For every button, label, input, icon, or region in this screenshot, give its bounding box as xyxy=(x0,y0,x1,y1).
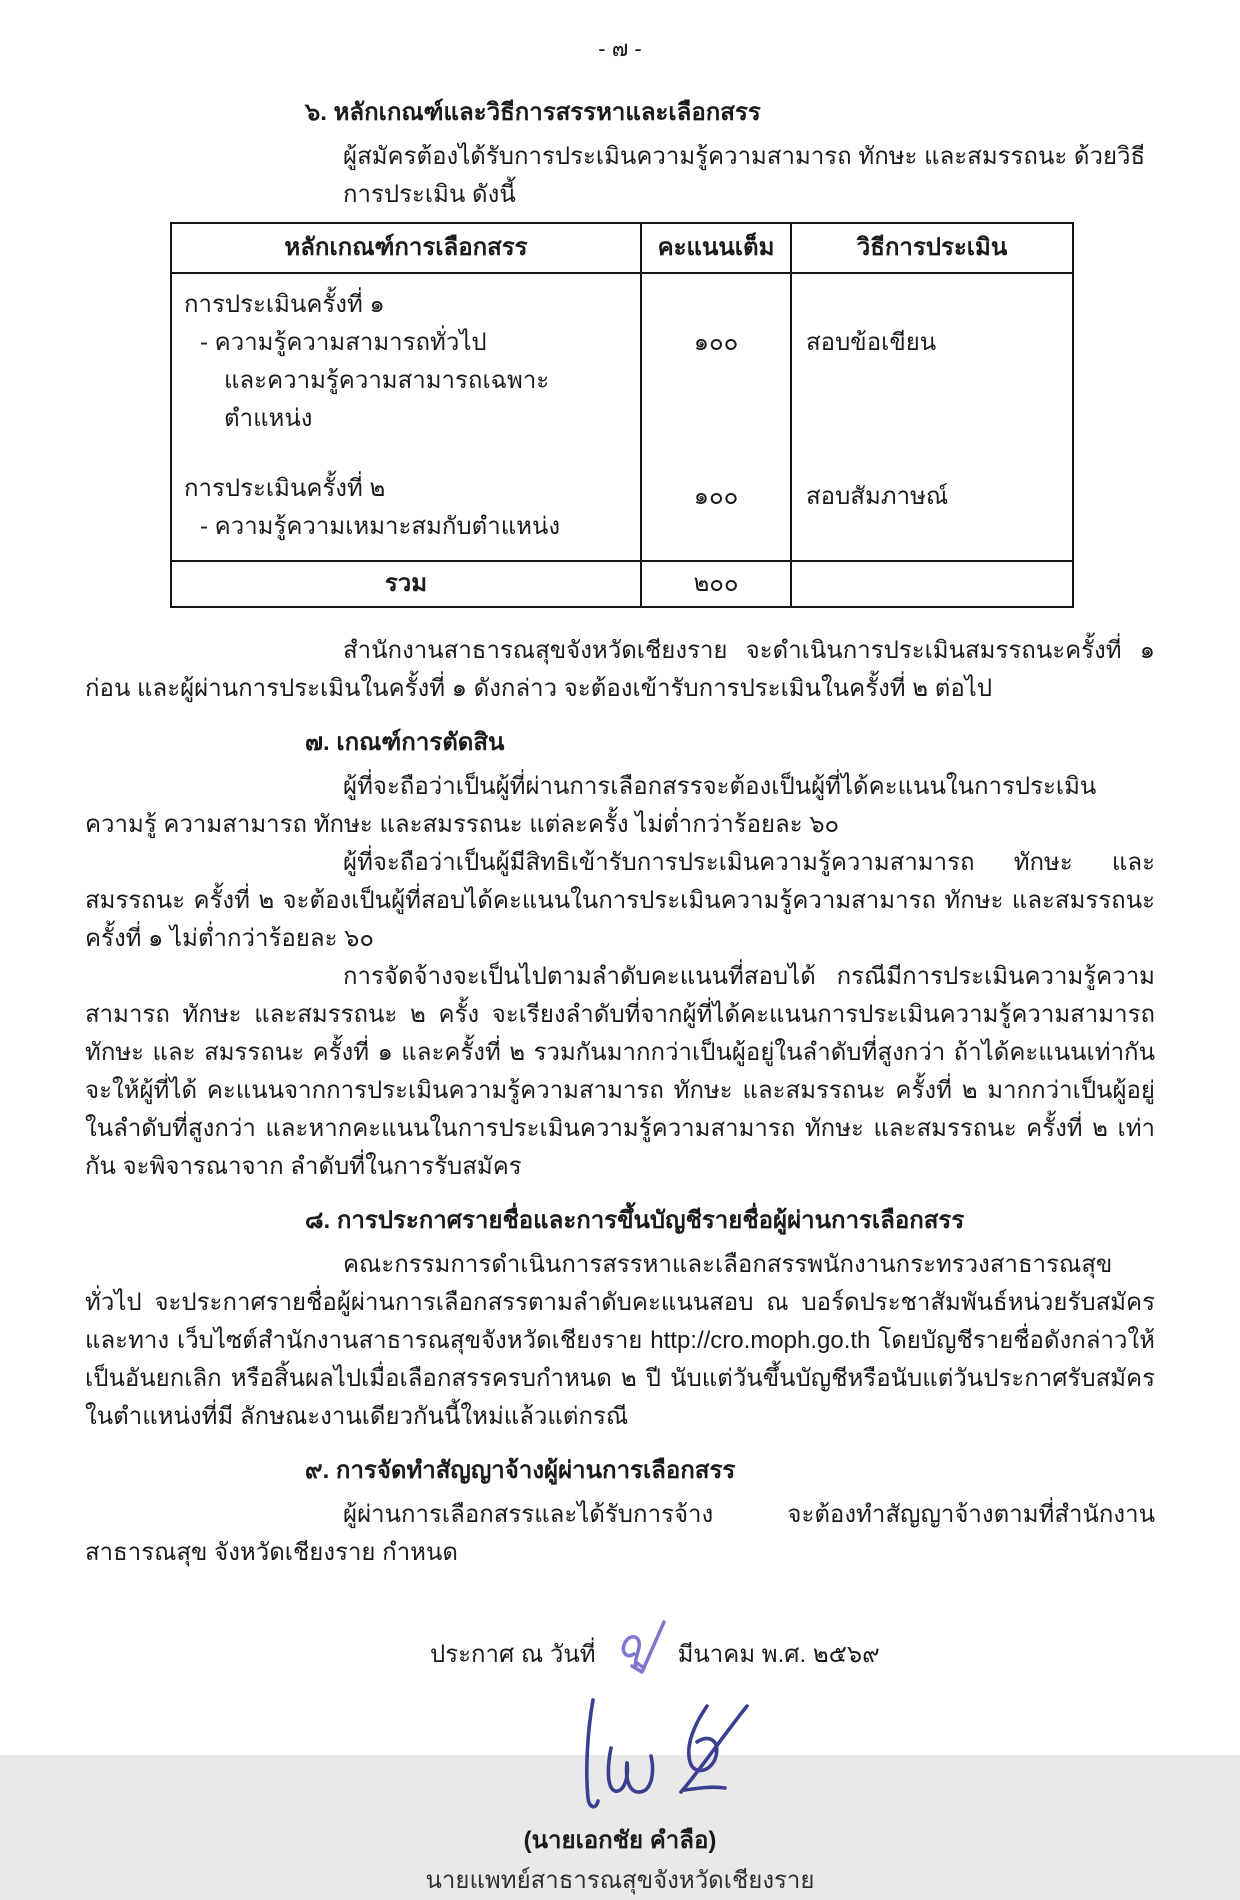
handwritten-date-mark xyxy=(610,1614,668,1688)
header-method: วิธีการประเมิน xyxy=(791,223,1073,273)
paragraph: ผู้ที่จะถือว่าเป็นผู้ที่ผ่านการเลือกสรรจะต้องเป็นผู้ที่ได้คะแนนในการประเมินความรู้ ความสามารถ ทักษะ และสมรรถนะ แต่ละครั้ง ไม่ต่ำกว่าร้อยละ ๖๐ xyxy=(85,773,1097,838)
total-label-cell: รวม xyxy=(171,561,641,607)
method-cell: สอบสัมภาษณ์ xyxy=(791,458,1073,561)
criteria-table xyxy=(170,222,1074,608)
date-suffix: มีนาคม พ.ศ. ๒๕๖๙ xyxy=(677,1641,880,1668)
total-score-cell: ๒๐๐ xyxy=(641,561,791,607)
section-7-heading: ๗. เกณฑ์การตัดสิน xyxy=(305,729,505,756)
header-max-score: คะแนนเต็ม xyxy=(641,223,791,273)
section-9-heading: ๙. การจัดทำสัญญาจ้างผู้ผ่านการเลือกสรร xyxy=(305,1457,736,1484)
section-6-intro: ผู้สมัครต้องได้รับการประเมินความรู้ความสามารถ ทักษะ และสมรรถนะ ด้วยวิธีการประเมิน ดังนี้ xyxy=(343,143,1146,208)
criteria-cell xyxy=(171,273,641,458)
criteria-cell xyxy=(171,458,641,561)
note-after-table: สำนักงานสาธารณสุขจังหวัดเชียงราย จะดำเนินการประเมินสมรรถนะครั้งที่ ๑ ก่อน และผู้ผ่านการประเมินในครั้งที่ ๑ ดังกล่าว จะต้องเข้ารับการประเมินในครั้งที่ ๒ ต่อไป xyxy=(85,637,1155,702)
criteria-line: และความรู้ความสามารถเฉพาะตำแหน่ง xyxy=(224,367,550,432)
method-cell: สอบข้อเขียน xyxy=(791,273,1073,458)
section-6-heading: ๖. หลักเกณฑ์และวิธีการสรรหาและเลือกสรร xyxy=(305,99,761,126)
paragraph: การจัดจ้างจะเป็นไปตามลำดับคะแนนที่สอบได้ กรณีมีการประเมินความรู้ความสามารถ ทักษะ และสมรรถนะ ๒ ครั้ง จะเรียงลำดับที่จากผู้ที่ได้คะแนนการประเมินความรู้ความสามารถ ทักษะ และ สมรรถนะ ครั้งที่ ๑ และครั้งที่ ๒ รวมกันมากกว่าเป็นผู้อยู่ในลำดับที่สูงกว่า ถ้าได้คะแนนเท่ากัน จะให้ผู้ที่ได้ คะแนนจากการประเมินความรู้ความสามารถ ทักษะ และสมรรถนะ ครั้งที่ ๒ มากกว่าเป็นผู้อยู่ในลำดับที่สูงกว่า และหากคะแนนในการประเมินความรู้ความสามารถ ทักษะ และสมรรถนะ ครั้งที่ ๒ เท่ากัน จะพิจารณาจาก ลำดับที่ในการรับสมัคร xyxy=(85,963,1155,1180)
paragraph: ผู้ผ่านการเลือกสรรและได้รับการจ้าง จะต้องทำสัญญาจ้างตามที่สำนักงานสาธารณสุข จังหวัดเชียงราย กำหนด xyxy=(85,1501,1155,1566)
signature-image xyxy=(85,1692,1155,1820)
section-8-heading: ๘. การประกาศรายชื่อและการขึ้นบัญชีรายชื่อผู้ผ่านการเลือกสรร xyxy=(305,1207,965,1234)
table-row-assessment-2 xyxy=(171,458,1073,561)
total-method-cell xyxy=(791,561,1073,607)
criteria-line: - ความรู้ความสามารถทั่วไป xyxy=(200,329,487,356)
table-row-assessment-1 xyxy=(171,273,1073,458)
paragraph: คณะกรรมการดำเนินการสรรหาและเลือกสรรพนักงานกระทรวงสาธารณสุขทั่วไป จะประกาศรายชื่อผู้ผ่านการเลือกสรรตามลำดับคะแนนสอบ ณ บอร์ดประชาสัมพันธ์หน่วยรับสมัคร และทาง เว็บไซต์สำนักงานสาธารณสุขจังหวัดเชียงราย http://cro.moph.go.th โดยบัญชีรายชื่อดังกล่าวให้เป็นอันยกเลิก หรือสิ้นผลไปเมื่อเลือกสรรครบกำหนด ๒ ปี นับแต่วันขึ้นบัญชีหรือนับแต่วันประกาศรับสมัครในตำแหน่งที่มี ลักษณะงานเดียวกันนี้ใหม่แล้วแต่กรณี xyxy=(85,1251,1155,1430)
score-cell: ๑๐๐ xyxy=(641,458,791,561)
criteria-title: การประเมินครั้งที่ ๒ xyxy=(184,475,386,502)
table-total-row xyxy=(171,561,1073,607)
signer-title: นายแพทย์สาธารณสุขจังหวัดเชียงราย xyxy=(425,1867,815,1894)
announcement-date-line xyxy=(85,1614,1155,1684)
criteria-title: การประเมินครั้งที่ ๑ xyxy=(184,291,385,318)
date-prefix: ประกาศ ณ วันที่ xyxy=(430,1641,596,1668)
score-cell: ๑๐๐ xyxy=(641,273,791,458)
page-number: - ๗ - xyxy=(598,36,642,61)
header-criteria: หลักเกณฑ์การเลือกสรร xyxy=(171,223,641,273)
criteria-line: - ความรู้ความเหมาะสมกับตำแหน่ง xyxy=(200,513,561,540)
signer-name: (นายเอกชัย คำลือ) xyxy=(523,1827,717,1854)
paragraph: ผู้ที่จะถือว่าเป็นผู้มีสิทธิเข้ารับการประเมินความรู้ความสามารถ ทักษะ และสมรรถนะ ครั้งที่ ๒ จะต้องเป็นผู้ที่สอบได้คะแนนในการประเมินความรู้ความสามารถ ทักษะ และสมรรถนะ ครั้งที่ ๑ ไม่ต่ำกว่าร้อยละ ๖๐ xyxy=(85,849,1155,952)
table-header-row xyxy=(171,223,1073,273)
